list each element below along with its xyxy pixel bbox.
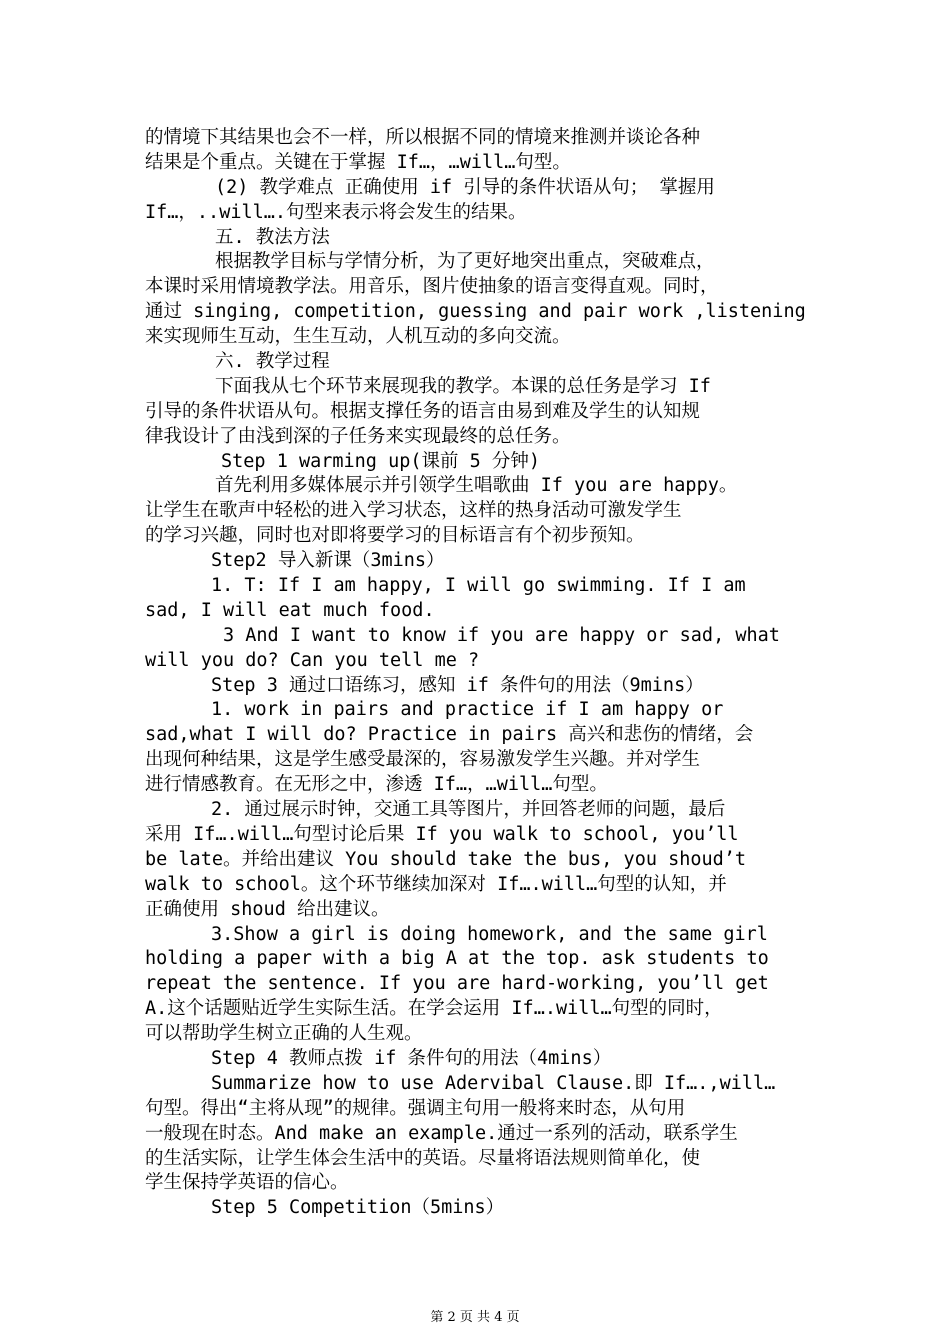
text-line: 1. work in pairs and practice if I am happy or	[211, 699, 724, 721]
text-line: If…，..will….句型来表示将会发生的结果。	[145, 201, 527, 223]
text-line: sad, I will eat much food.	[145, 599, 435, 621]
document-body	[145, 126, 820, 1221]
text-line: repeat the sentence. If you are hard-working, you’ll get	[145, 973, 769, 995]
text-line: 结果是个重点。关键在于掌握 If…，…will…句型。	[145, 151, 571, 173]
text-line: 下面我从七个环节来展现我的教学。本课的总任务是学习 If	[215, 375, 711, 397]
text-line: 通过 singing, competition, guessing and pair work ,listening	[145, 301, 806, 323]
text-line: Step 5 Competition（5mins）	[211, 1197, 505, 1219]
text-line: 的情境下其结果也会不一样，所以根据不同的情境来推测并谈论各种	[145, 127, 701, 148]
text-line: Step 1 warming up(课前 5 分钟)	[221, 450, 541, 472]
text-line: Step 4 教师点拨 if 条件句的用法（4mins）	[211, 1047, 612, 1069]
text-line: 进行情感教育。在无形之中，渗透 If…，…will…句型。	[145, 774, 608, 796]
page-footer: 第 2 页 共 4 页	[430, 1310, 520, 1325]
text-line: 引导的条件状语从句。根据支撑任务的语言由易到难及学生的认知规	[145, 400, 701, 422]
text-line: 的学习兴趣，同时也对即将要学习的目标语言有个初步预知。	[145, 525, 645, 547]
text-line: holding a paper with a big A at the top. ask students to	[145, 948, 769, 970]
text-line: 的生活实际，让学生体会生活中的英语。尽量将语法规则简单化，使	[145, 1147, 701, 1169]
text-line: 采用 If….will…句型讨论后果 If you walk to school, you’ll	[145, 823, 739, 845]
text-line: 可以帮助学生树立正确的人生观。	[145, 1023, 423, 1045]
text-line: 句型。得出“主将从现”的规律。强调主句用一般将来时态，从句用	[145, 1097, 686, 1119]
text-line: 让学生在歌声中轻松的进入学习状态，这样的热身活动可激发学生	[145, 500, 682, 522]
text-line: A.这个话题贴近学生实际生活。在学会运用 If….will…句型的同时，	[145, 998, 723, 1020]
text-line: Summarize how to use Adervibal Clause.即 If….,will…	[211, 1072, 776, 1094]
text-line: Step2 导入新课（3mins）	[211, 550, 445, 572]
text-line: 正确使用 shoud 给出建议。	[145, 898, 390, 920]
text-line: 3.Show a girl is doing homework, and the same girl	[211, 923, 768, 945]
text-line: Step 3 通过口语练习，感知 if 条件句的用法（9mins）	[211, 674, 704, 696]
text-line: 学生保持学英语的信心。	[145, 1172, 349, 1194]
text-line: 1. T: If I am happy, I will go swimming. If I am	[211, 575, 746, 597]
text-line: 出现何种结果，这是学生感受最深的，容易激发学生兴趣。并对学生	[145, 749, 701, 771]
text-line: 来实现师生互动，生生互动，人机互动的多向交流。	[145, 326, 571, 348]
text-line: (2) 教学难点 正确使用 if 引导的条件状语从句； 掌握用	[215, 176, 715, 198]
text-line: 首先利用多媒体展示并引领学生唱歌曲 If you are happy。	[215, 475, 738, 497]
text-line: 3 And I want to know if you are happy or sad, what	[223, 624, 780, 646]
text-line: 2. 通过展示时钟，交通工具等图片，并回答老师的问题，最后	[211, 799, 726, 821]
text-line: be late。并给出建议 You should take the bus, you shoud’t	[145, 848, 747, 870]
text-line: 一般现在时态。And make an example.通过一系列的活动，联系学生	[145, 1122, 738, 1144]
text-line: 六. 教学过程	[215, 351, 330, 373]
text-line: 本课时采用情境教学法。用音乐，图片使抽象的语言变得直观。同时，	[145, 276, 719, 298]
text-line: 根据教学目标与学情分析，为了更好地突出重点，突破难点，	[215, 251, 715, 273]
text-line: walk to school。这个环节继续加深对 If….will…句型的认知，并	[145, 873, 727, 895]
text-line: 五. 教法方法	[215, 226, 330, 248]
text-line: sad,what I will do? Practice in pairs 高兴和悲伤的情绪，会	[145, 724, 754, 746]
text-line: 律我设计了由浅到深的子任务来实现最终的总任务。	[145, 425, 571, 447]
text-line: will you do? Can you tell me ?	[145, 649, 480, 671]
